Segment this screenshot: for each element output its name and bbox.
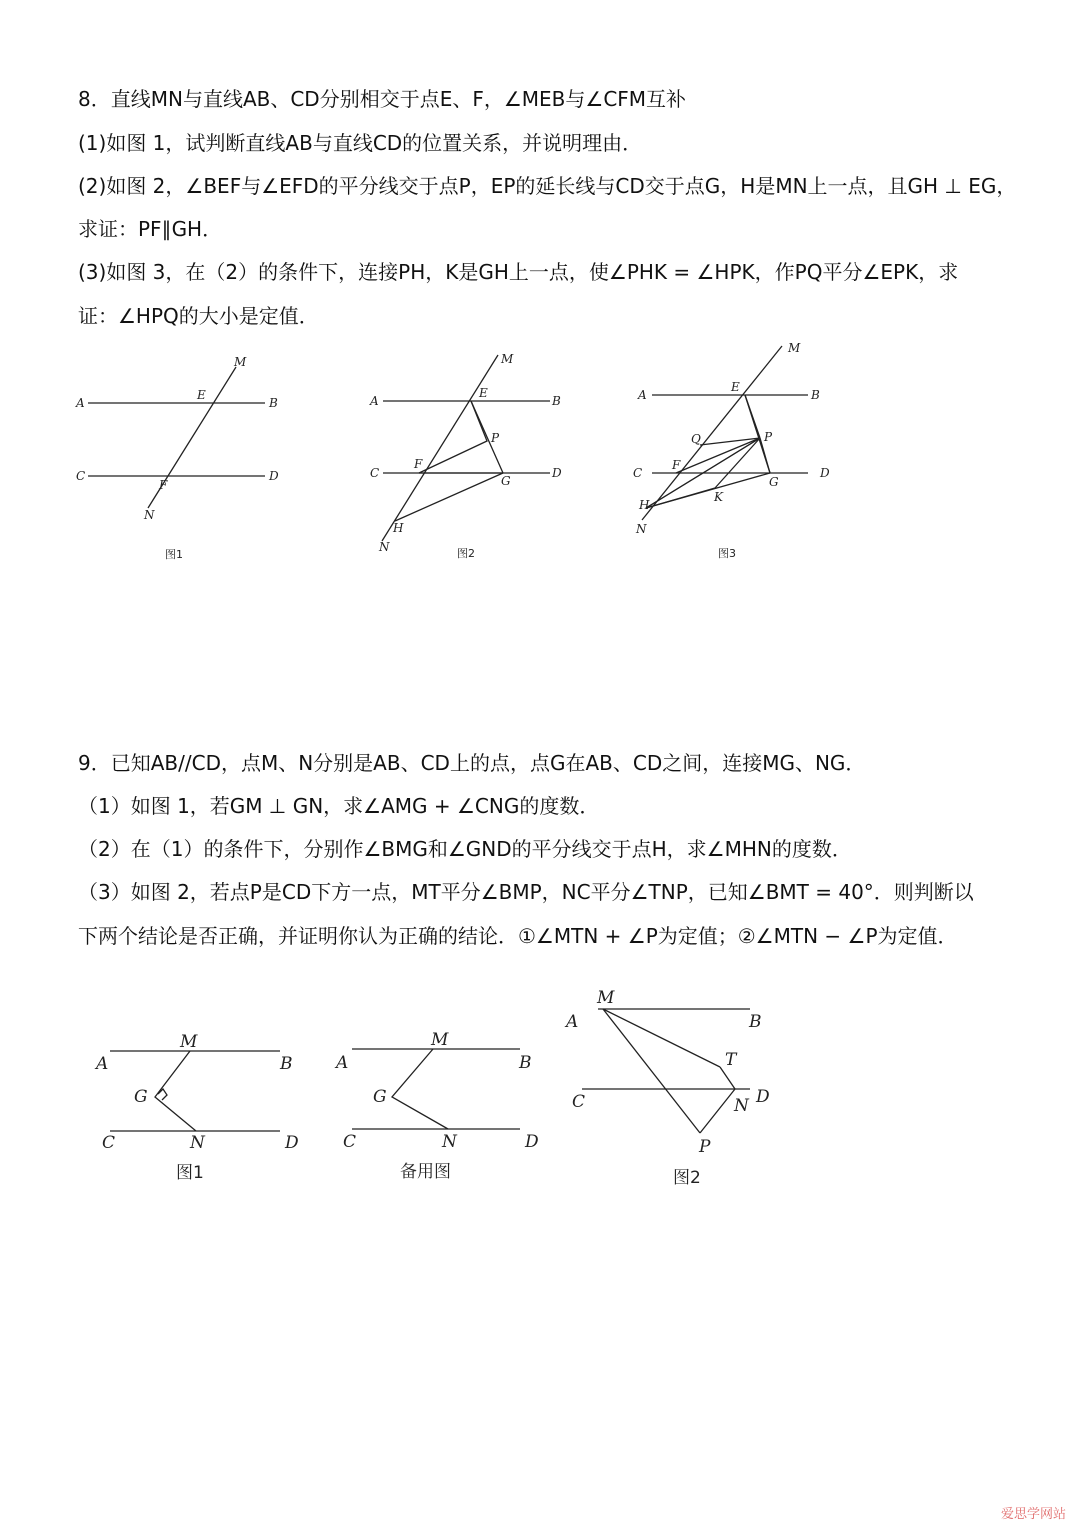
label-M: M bbox=[234, 355, 247, 369]
label-K: K bbox=[714, 490, 723, 504]
label-A: A bbox=[96, 1054, 109, 1074]
label-N: N bbox=[442, 1132, 457, 1152]
watermark: 爱思学网站 bbox=[995, 1501, 1072, 1524]
q8-figure-2 bbox=[365, 345, 585, 570]
label-D: D bbox=[285, 1133, 299, 1153]
label-B: B bbox=[519, 1053, 532, 1073]
label-E: E bbox=[731, 380, 740, 394]
label-A: A bbox=[336, 1053, 349, 1073]
label-E: E bbox=[197, 388, 206, 402]
label-M: M bbox=[431, 1030, 449, 1050]
q9-figure-1 bbox=[88, 1025, 323, 1195]
figure-caption: 图2 bbox=[457, 547, 475, 560]
label-G: G bbox=[134, 1087, 148, 1107]
figure-caption: 图3 bbox=[718, 547, 736, 560]
label-G: G bbox=[501, 474, 511, 488]
label-B: B bbox=[269, 396, 278, 410]
label-H: H bbox=[393, 521, 404, 535]
label-D: D bbox=[756, 1087, 770, 1107]
label-F: F bbox=[414, 457, 423, 471]
label-H: H bbox=[639, 498, 650, 512]
label-M: M bbox=[788, 341, 801, 355]
label-D: D bbox=[525, 1132, 539, 1152]
q8-figure-3 bbox=[630, 340, 850, 570]
label-M: M bbox=[597, 988, 615, 1008]
q9-line-2: （1）如图 1，若GM ⊥ GN，求∠AMG + ∠CNG的度数． bbox=[78, 794, 600, 818]
q8-line-2: (1)如图 1，试判断直线AB与直线CD的位置关系，并说明理由． bbox=[78, 131, 643, 155]
q8-line-4: 求证：PF∥GH． bbox=[78, 217, 223, 241]
label-N: N bbox=[144, 508, 155, 522]
label-N: N bbox=[190, 1133, 205, 1153]
label-B: B bbox=[749, 1012, 762, 1032]
label-E: E bbox=[479, 386, 488, 400]
label-M: M bbox=[501, 352, 514, 366]
label-A: A bbox=[370, 394, 379, 408]
q8-line-6: 证：∠HPQ的大小是定值． bbox=[78, 304, 319, 328]
label-Q: Q bbox=[691, 432, 701, 446]
figure-caption: 备用图 bbox=[400, 1162, 451, 1182]
label-G: G bbox=[373, 1087, 387, 1107]
label-C: C bbox=[343, 1132, 357, 1152]
label-C: C bbox=[102, 1133, 116, 1153]
label-C: C bbox=[633, 466, 643, 480]
label-D: D bbox=[820, 466, 830, 480]
q9-figure-2 bbox=[560, 985, 800, 1190]
label-T: T bbox=[725, 1050, 737, 1070]
label-P: P bbox=[764, 430, 773, 444]
q9-line-4: （3）如图 2，若点P是CD下方一点，MT平分∠BMP，NC平分∠TNP，已知∠BMT = 40°．则判断以 bbox=[78, 880, 974, 904]
q9-figure-backup bbox=[330, 1025, 565, 1195]
q9-line-1: 9．已知AB//CD，点M、N分别是AB、CD上的点，点G在AB、CD之间，连接MG、NG． bbox=[78, 751, 866, 775]
label-F: F bbox=[672, 458, 681, 472]
label-F: F bbox=[159, 478, 168, 492]
q8-figure-1 bbox=[70, 350, 290, 570]
label-P: P bbox=[699, 1137, 711, 1157]
label-B: B bbox=[552, 394, 561, 408]
label-G: G bbox=[769, 475, 779, 489]
label-P: P bbox=[491, 431, 500, 445]
label-A: A bbox=[638, 388, 647, 402]
label-B: B bbox=[280, 1054, 293, 1074]
q9-line-3: （2）在（1）的条件下，分别作∠BMG和∠GND的平分线交于点H，求∠MHN的度数． bbox=[78, 837, 852, 861]
q8-line-3: (2)如图 2，∠BEF与∠EFD的平分线交于点P，EP的延长线与CD交于点G，H是MN上一点，且GH ⊥ EG， bbox=[78, 174, 1017, 198]
label-B: B bbox=[811, 388, 820, 402]
label-N: N bbox=[636, 522, 647, 536]
q8-line-5: (3)如图 3，在（2）的条件下，连接PH，K是GH上一点，使∠PHK = ∠HPK，作PQ平分∠EPK，求 bbox=[78, 260, 959, 284]
label-D: D bbox=[269, 469, 279, 483]
label-A: A bbox=[76, 396, 85, 410]
label-C: C bbox=[572, 1092, 586, 1112]
label-C: C bbox=[370, 466, 380, 480]
label-N: N bbox=[379, 540, 390, 554]
figure-caption: 图1 bbox=[176, 1163, 204, 1183]
q9-line-5: 下两个结论是否正确，并证明你认为正确的结论．①∠MTN + ∠P为定值；②∠MTN − ∠P为定值． bbox=[78, 924, 958, 948]
label-M: M bbox=[180, 1032, 198, 1052]
label-A: A bbox=[566, 1012, 579, 1032]
label-N: N bbox=[734, 1096, 749, 1116]
figure-caption: 图2 bbox=[673, 1168, 701, 1188]
q8-line-1: 8．直线MN与直线AB、CD分别相交于点E、F，∠MEB与∠CFM互补 bbox=[78, 87, 687, 111]
label-C: C bbox=[76, 469, 86, 483]
label-D: D bbox=[552, 466, 562, 480]
figure-caption: 图1 bbox=[165, 548, 183, 561]
